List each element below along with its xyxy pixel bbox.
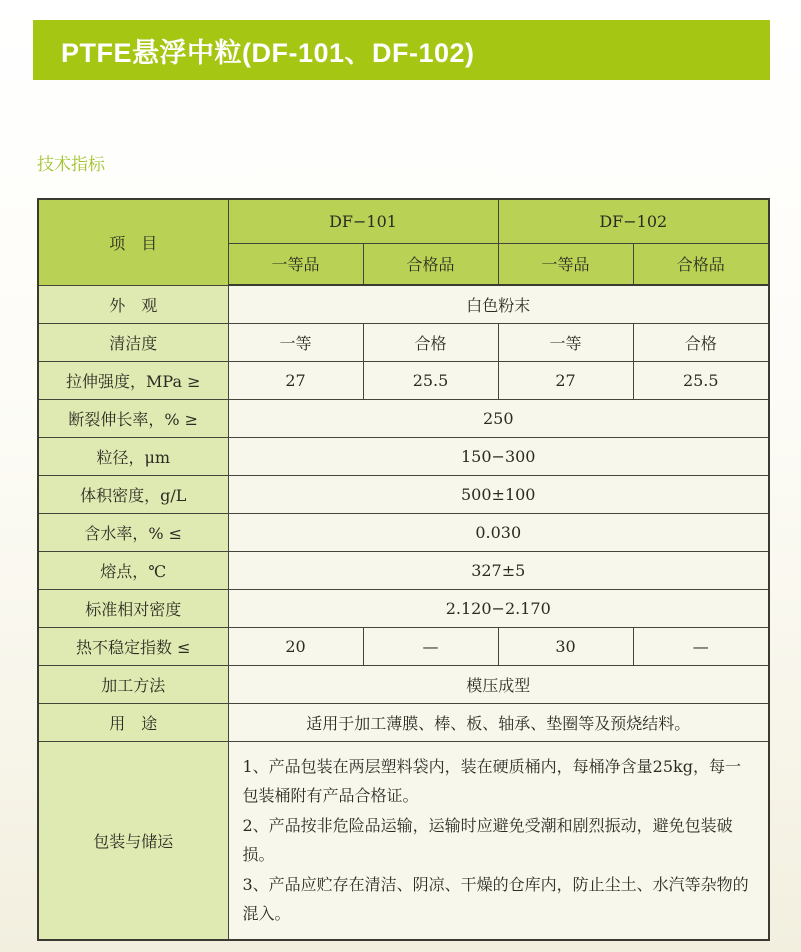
spec-table [37, 198, 770, 941]
row-value: 合格 [363, 323, 498, 361]
row-value: 150−300 [228, 437, 769, 475]
row-value: 合格 [633, 323, 769, 361]
table-row-moisture [38, 513, 769, 551]
table-row-packaging-storage [38, 741, 769, 940]
row-label: 包装与储运 [38, 741, 228, 940]
row-label: 拉伸强度，MPa ≥ [38, 361, 228, 399]
header-subcol: 合格品 [633, 243, 769, 285]
table-row-relative-density [38, 589, 769, 627]
row-label: 含水率，% ≤ [38, 513, 228, 551]
table-row-tensile-strength [38, 361, 769, 399]
row-value: 适用于加工薄膜、棒、板、轴承、垫圈等及预烧结料。 [228, 703, 769, 741]
table-row-melting-point [38, 551, 769, 589]
header-row-grades [38, 199, 769, 243]
table-row-particle-size [38, 437, 769, 475]
row-value: 27 [228, 361, 363, 399]
packaging-note-3: 3、产品应贮存在清洁、阴凉、干燥的仓库内，防止尘土、水汽等杂物的混入。 [242, 874, 749, 924]
page-title: PTFE悬浮中粒(DF-101、DF-102) [61, 37, 475, 68]
row-label: 粒径，μm [38, 437, 228, 475]
row-value: 25.5 [633, 361, 769, 399]
table-row-elongation [38, 399, 769, 437]
row-value: 一等 [228, 323, 363, 361]
row-label: 体积密度，g/L [38, 475, 228, 513]
row-label: 外 观 [38, 285, 228, 323]
packaging-note-1: 1、产品包装在两层塑料袋内，装在硬质桶内，每桶净含量25kg，每一包装桶附有产品合格证。 [242, 756, 741, 806]
row-value: 250 [228, 399, 769, 437]
header-item-cell: 项 目 [38, 199, 228, 285]
row-value: 0.030 [228, 513, 769, 551]
row-value: 白色粉末 [228, 285, 769, 323]
row-label: 热不稳定指数 ≤ [38, 627, 228, 665]
table-row-bulk-density [38, 475, 769, 513]
section-title: 技术指标 [37, 155, 105, 174]
row-value: 25.5 [363, 361, 498, 399]
product-title-banner [33, 20, 770, 80]
packaging-note-2: 2、产品按非危险品运输，运输时应避免受潮和剧烈振动，避免包装破损。 [242, 815, 733, 865]
row-value: 500±100 [228, 475, 769, 513]
table-row-appearance [38, 285, 769, 323]
header-grade-df102: DF−102 [498, 199, 769, 243]
row-label: 熔点，℃ [38, 551, 228, 589]
row-label: 清洁度 [38, 323, 228, 361]
row-value: 模压成型 [228, 665, 769, 703]
row-value: 2.120−2.170 [228, 589, 769, 627]
header-subcol: 一等品 [228, 243, 363, 285]
row-value [228, 741, 769, 940]
table-row-thermal-instability [38, 627, 769, 665]
row-label: 断裂伸长率，% ≥ [38, 399, 228, 437]
row-value: 一等 [498, 323, 633, 361]
row-label: 用 途 [38, 703, 228, 741]
row-label: 标准相对密度 [38, 589, 228, 627]
table-row-usage [38, 703, 769, 741]
header-subcol: 合格品 [363, 243, 498, 285]
table-row-cleanliness [38, 323, 769, 361]
row-value: — [633, 627, 769, 665]
row-value: 327±5 [228, 551, 769, 589]
row-value: — [363, 627, 498, 665]
row-value: 27 [498, 361, 633, 399]
table-row-processing-method [38, 665, 769, 703]
row-label: 加工方法 [38, 665, 228, 703]
row-value: 30 [498, 627, 633, 665]
row-value: 20 [228, 627, 363, 665]
header-subcol: 一等品 [498, 243, 633, 285]
header-grade-df101: DF−101 [228, 199, 498, 243]
